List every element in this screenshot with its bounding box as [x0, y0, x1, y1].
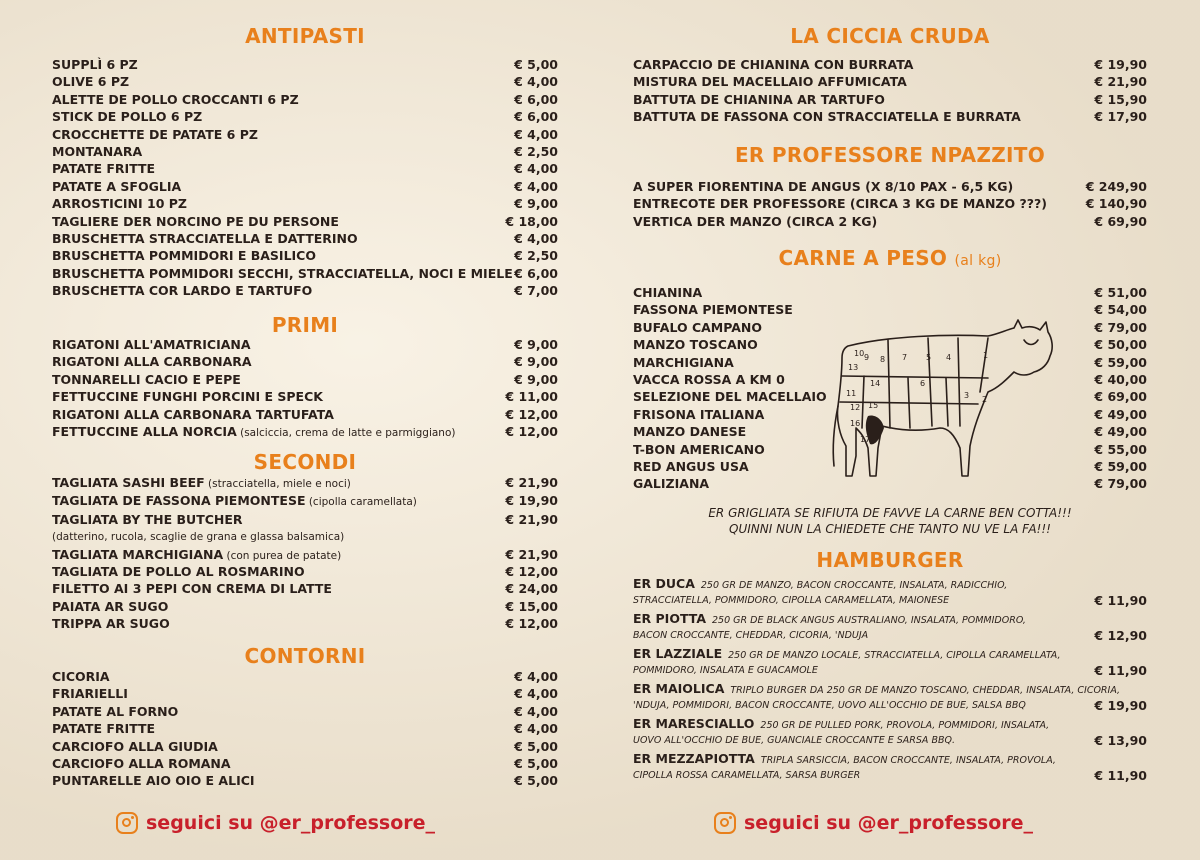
menu-item [52, 668, 558, 685]
menu-item [52, 423, 558, 440]
item-price: € 69,00 [1094, 389, 1147, 404]
cow-cut-number: 3 [964, 391, 970, 400]
burger-title: ER PIOTTA [633, 611, 706, 626]
item-name: ARROSTICINI 10 PZ [52, 196, 187, 211]
menu-item [52, 511, 558, 528]
menu-item [52, 195, 558, 212]
burger-desc-2: UOVO ALL'OCCHIO DE BUE, GUANCIALE CROCCANTE E SARSA BBQ. [633, 735, 955, 746]
instagram-icon [116, 812, 138, 834]
cow-cut-number: 1 [983, 351, 989, 360]
item-price: € 5,00 [514, 773, 558, 788]
item-price: € 79,00 [1094, 476, 1147, 491]
carne-a-peso-unit: (al kg) [954, 253, 1002, 269]
cow-cut-number: 15 [868, 401, 879, 410]
cow-cut-number: 5 [926, 353, 932, 362]
item-name: SUPPLÌ 6 PZ [52, 57, 138, 72]
menu-item [52, 91, 558, 108]
cow-cut-number: 12 [850, 403, 861, 412]
item-price: € 18,00 [505, 214, 558, 229]
contorni-heading: CONTORNI [244, 644, 366, 668]
item-name: CARPACCIO DE CHIANINA CON BURRATA [633, 57, 914, 72]
item-name: RIGATONI ALL'AMATRICIANA [52, 337, 251, 352]
item-price: € 21,90 [505, 475, 558, 490]
item-name: BUFALO CAMPANO [633, 320, 763, 335]
item-price: € 4,00 [514, 721, 558, 736]
cow-cut-number: 6 [920, 379, 926, 388]
hamburger-heading: HAMBURGER [816, 548, 964, 572]
item-name: TRIPPA AR SUGO [52, 616, 170, 631]
item-price: € 50,00 [1094, 337, 1147, 352]
item-price: € 51,00 [1094, 285, 1147, 300]
item-name: TAGLIATA MARCHIGIANA (con purea de patate) [52, 547, 342, 562]
menu-item [633, 73, 1147, 90]
item-price: € 6,00 [514, 109, 558, 124]
burger-price: € 19,90 [1094, 698, 1147, 713]
instagram-handle-left: seguici su @er_professore_ [146, 812, 436, 834]
menu-item [52, 598, 558, 615]
item-price: € 2,50 [514, 144, 558, 159]
item-price: € 54,00 [1094, 302, 1147, 317]
cow-cut-number: 2 [982, 395, 988, 404]
item-price: € 19,90 [505, 493, 558, 508]
cow-cuts-illustration [828, 316, 1056, 484]
item-name: TAGLIATA DE POLLO AL ROSMARINO [52, 564, 305, 579]
antipasti-heading: ANTIPASTI [245, 24, 365, 48]
item-name: BRUSCHETTA COR LARDO E TARTUFO [52, 283, 313, 298]
item-price: € 9,00 [514, 196, 558, 211]
cow-cut-number: 11 [846, 389, 857, 398]
item-price: € 5,00 [514, 57, 558, 72]
item-name: A SUPER FIORENTINA DE ANGUS (X 8/10 PAX - 6,5 KG) [633, 179, 1014, 194]
item-price: € 59,00 [1094, 355, 1147, 370]
menu-item [52, 563, 558, 580]
item-price: € 12,00 [505, 564, 558, 579]
item-name: VACCA ROSSA A KM 0 [633, 372, 785, 387]
menu-item [52, 73, 558, 90]
professore-heading: ER PROFESSORE NPAZZITO [734, 143, 1046, 167]
item-name: T-BON AMERICANO [633, 442, 765, 457]
item-name: CARCIOFO ALLA GIUDIA [52, 739, 218, 754]
burger-price: € 12,90 [1094, 628, 1147, 643]
item-price: € 12,00 [505, 407, 558, 422]
secondi-heading: SECONDI [253, 450, 357, 474]
item-name: VERTICA DER MANZO (CIRCA 2 KG) [633, 214, 878, 229]
item-name: MONTANARA [52, 144, 143, 159]
cow-cut-number: 10 [854, 349, 865, 358]
menu-item [52, 772, 558, 789]
item-name: TAGLIERE DER NORCINO PE DU PERSONE [52, 214, 339, 229]
item-name: MANZO DANESE [633, 424, 747, 439]
burger-price: € 11,90 [1094, 663, 1147, 678]
item-price: € 4,00 [514, 686, 558, 701]
burger-title: ER MARESCIALLO [633, 716, 755, 731]
item-name: RIGATONI ALLA CARBONARA [52, 354, 252, 369]
cow-cut-number: 13 [848, 363, 859, 372]
item-name: TONNARELLI CACIO E PEPE [52, 372, 241, 387]
menu-item [52, 474, 558, 491]
menu-item [633, 284, 1147, 301]
item-price: € 5,00 [514, 739, 558, 754]
item-name: PATATE A SFOGLIA [52, 179, 182, 194]
instagram-icon [714, 812, 736, 834]
item-name: PUNTARELLE AIO OIO E ALICI [52, 773, 255, 788]
menu-item [52, 371, 558, 388]
grill-warning-line2: QUINNI NUN LA CHIEDETE CHE TANTO NU VE LA FA!!! [729, 522, 1051, 536]
item-name: RED ANGUS USA [633, 459, 749, 474]
burger-desc-2: 'NDUJA, POMMIDORI, BACON CROCCANTE, UOVO ALL'OCCHIO DE BUE, SALSA BBQ [633, 700, 1026, 711]
item-name: FILETTO AI 3 PEPI CON CREMA DI LATTE [52, 581, 332, 596]
item-name: PATATE FRITTE [52, 721, 156, 736]
item-price: € 17,90 [1094, 109, 1147, 124]
item-name: TAGLIATA BY THE BUTCHER [52, 512, 243, 527]
menu-item [52, 336, 558, 353]
menu-item [52, 56, 558, 73]
menu-item [52, 230, 558, 247]
burger-desc-1: 250 GR DE BLACK ANGUS AUSTRALIANO, INSALATA, POMMIDORO, [712, 615, 1026, 626]
item-price: € 9,00 [514, 354, 558, 369]
item-price: € 21,90 [505, 547, 558, 562]
menu-item [52, 703, 558, 720]
item-name: MANZO TOSCANO [633, 337, 758, 352]
burger-price: € 13,90 [1094, 733, 1147, 748]
menu-item [52, 755, 558, 772]
menu-item [52, 126, 558, 143]
burger-desc-1: TRIPLA SARSICCIA, BACON CROCCANTE, INSALATA, PROVOLA, [760, 755, 1056, 766]
item-name: CARCIOFO ALLA ROMANA [52, 756, 231, 771]
burger-desc-2: STRACCIATELLA, POMMIDORO, CIPOLLA CARAMELLATA, MAIONESE [633, 595, 950, 606]
menu-item [52, 738, 558, 755]
item-name: OLIVE 6 PZ [52, 74, 130, 89]
cow-cut-number: 16 [850, 419, 861, 428]
menu-item [52, 247, 558, 264]
item-name: BATTUTA DE FASSONA CON STRACCIATELLA E BURRATA [633, 109, 1021, 124]
burger-title: ER MEZZAPIOTTA [633, 751, 755, 766]
menu-item [633, 213, 1147, 230]
item-price: € 2,50 [514, 248, 558, 263]
item-name: ALETTE DE POLLO CROCCANTI 6 PZ [52, 92, 299, 107]
item-name: PATATE AL FORNO [52, 704, 179, 719]
burger-desc-1: 250 GR DE MANZO LOCALE, STRACCIATELLA, CIPOLLA CARAMELLATA, [728, 650, 1061, 661]
item-price: € 55,00 [1094, 442, 1147, 457]
item-name: TAGLIATA DE FASSONA PIEMONTESE (cipolla caramellata) [52, 493, 417, 508]
item-price: € 21,90 [1094, 74, 1147, 89]
item-name: CHIANINA [633, 285, 703, 300]
cow-cut-number: 14 [870, 379, 881, 388]
menu-item [52, 615, 558, 632]
item-name: FETTUCCINE FUNGHI PORCINI E SPECK [52, 389, 323, 404]
item-price: € 40,00 [1094, 372, 1147, 387]
item-price: € 49,00 [1094, 424, 1147, 439]
item-note: (salciccia, crema de latte e parmiggiano) [236, 427, 456, 439]
ciccia-cruda-heading: LA CICCIA CRUDA [790, 24, 990, 48]
instagram-link-left[interactable] [116, 812, 435, 834]
item-price: € 9,00 [514, 372, 558, 387]
item-name: SELEZIONE DEL MACELLAIO [633, 389, 827, 404]
cow-cut-number: 17 [860, 435, 871, 444]
item-name: PATATE FRITTE [52, 161, 156, 176]
item-price: € 69,90 [1094, 214, 1147, 229]
menu-item [633, 178, 1147, 195]
item-name: GALIZIANA [633, 476, 710, 491]
menu-item [52, 213, 558, 230]
item-price: € 7,00 [514, 283, 558, 298]
menu-item [52, 282, 558, 299]
burger-desc-1: 250 GR DE MANZO, BACON CROCCANTE, INSALATA, RADICCHIO, [700, 580, 1008, 591]
burger-title: ER MAIOLICA [633, 681, 725, 696]
item-price: € 6,00 [514, 92, 558, 107]
menu-item [52, 388, 558, 405]
item-price: € 4,00 [514, 231, 558, 246]
primi-heading: PRIMI [271, 313, 339, 337]
item-price: € 12,00 [505, 424, 558, 439]
carne-a-peso-title: CARNE A PESO [778, 246, 948, 270]
grill-warning-line1: ER GRIGLIATA SE RIFIUTA DE FAVVE LA CARNE BEN COTTA!!! [708, 506, 1072, 520]
item-name: BRUSCHETTA STRACCIATELLA E DATTERINO [52, 231, 358, 246]
burger-title: ER LAZZIALE [633, 646, 723, 661]
menu-item [52, 492, 558, 509]
item-price: € 249,90 [1085, 179, 1147, 194]
item-price: € 12,00 [505, 616, 558, 631]
menu-item [52, 406, 558, 423]
burger-price: € 11,90 [1094, 593, 1147, 608]
item-price: € 140,90 [1085, 196, 1147, 211]
item-price: € 49,00 [1094, 407, 1147, 422]
item-price: € 15,90 [1094, 92, 1147, 107]
menu-item [52, 685, 558, 702]
item-note: (cipolla caramellata) [305, 496, 417, 508]
menu-item [633, 91, 1147, 108]
menu-item [52, 160, 558, 177]
burger-title: ER DUCA [633, 576, 695, 591]
item-name: MISTURA DEL MACELLAIO AFFUMICATA [633, 74, 907, 89]
item-name: MARCHIGIANA [633, 355, 734, 370]
burger-desc-2: POMMIDORO, INSALATA E GUACAMOLE [633, 665, 818, 676]
item-price: € 5,00 [514, 756, 558, 771]
cow-cut-number: 7 [902, 353, 908, 362]
item-price: € 4,00 [514, 179, 558, 194]
menu-item [633, 108, 1147, 125]
item-name: BATTUTA DE CHIANINA AR TARTUFO [633, 92, 885, 107]
item-price: € 21,90 [505, 512, 558, 527]
item-name: RIGATONI ALLA CARBONARA TARTUFATA [52, 407, 334, 422]
menu-item [52, 178, 558, 195]
item-price: € 15,00 [505, 599, 558, 614]
item-price: € 9,00 [514, 337, 558, 352]
item-note: (stracciatella, miele e noci) [204, 478, 351, 490]
item-price: € 6,00 [514, 266, 558, 281]
cow-cut-number: 8 [880, 355, 886, 364]
item-price: € 4,00 [514, 669, 558, 684]
menu-item [52, 143, 558, 160]
item-price: € 24,00 [505, 581, 558, 596]
item-price: € 11,00 [505, 389, 558, 404]
item-price: € 59,00 [1094, 459, 1147, 474]
carne-a-peso-heading [633, 246, 1147, 270]
item-name: FETTUCCINE ALLA NORCIA (salciccia, crema de latte e parmiggiano) [52, 424, 456, 439]
burger-desc-1: 250 GR DE PULLED PORK, PROVOLA, POMMIDORI, INSALATA, [760, 720, 1050, 731]
burger-desc-2: BACON CROCCANTE, CHEDDAR, CICORIA, 'NDUJA [633, 630, 869, 641]
item-name: BRUSCHETTA POMMIDORI SECCHI, STRACCIATELLA, NOCI E MIELE [52, 266, 513, 281]
item-price: € 19,90 [1094, 57, 1147, 72]
menu-item [52, 720, 558, 737]
item-name: BRUSCHETTA POMMIDORI E BASILICO [52, 248, 316, 263]
menu-item [633, 56, 1147, 73]
butcher-note: (datterino, rucola, scaglie de grana e glassa balsamica) [52, 531, 345, 543]
item-price: € 4,00 [514, 74, 558, 89]
menu-item [52, 265, 558, 282]
menu-item [52, 546, 558, 563]
menu-item [633, 195, 1147, 212]
menu-item [52, 108, 558, 125]
item-name: ENTRECOTE DER PROFESSORE (CIRCA 3 KG DE MANZO ???) [633, 196, 1047, 211]
item-price: € 4,00 [514, 704, 558, 719]
burger-price: € 11,90 [1094, 768, 1147, 783]
cow-cut-number: 9 [864, 353, 870, 362]
item-price: € 4,00 [514, 161, 558, 176]
item-price: € 4,00 [514, 127, 558, 142]
burger-desc-1: TRIPLO BURGER DA 250 GR DE MANZO TOSCANO, CHEDDAR, INSALATA, CICORIA, [730, 685, 1121, 696]
instagram-handle-right: seguici su @er_professore_ [744, 812, 1034, 834]
menu-item [52, 580, 558, 597]
item-price: € 79,00 [1094, 320, 1147, 335]
instagram-link-right[interactable] [714, 812, 1033, 834]
item-name: FRISONA ITALIANA [633, 407, 765, 422]
item-name: PAIATA AR SUGO [52, 599, 169, 614]
item-name: CROCCHETTE DE PATATE 6 PZ [52, 127, 258, 142]
menu-item [52, 353, 558, 370]
item-name: FRIARIELLI [52, 686, 128, 701]
item-name: TAGLIATA SASHI BEEF (stracciatella, miele e noci) [52, 475, 351, 490]
cow-cut-number: 4 [946, 353, 952, 362]
item-name: FASSONA PIEMONTESE [633, 302, 793, 317]
burger-desc-2: CIPOLLA ROSSA CARAMELLATA, SARSA BURGER [633, 770, 861, 781]
item-name: STICK DE POLLO 6 PZ [52, 109, 203, 124]
item-name: CICORIA [52, 669, 110, 684]
item-note: (con purea de patate) [223, 550, 342, 562]
